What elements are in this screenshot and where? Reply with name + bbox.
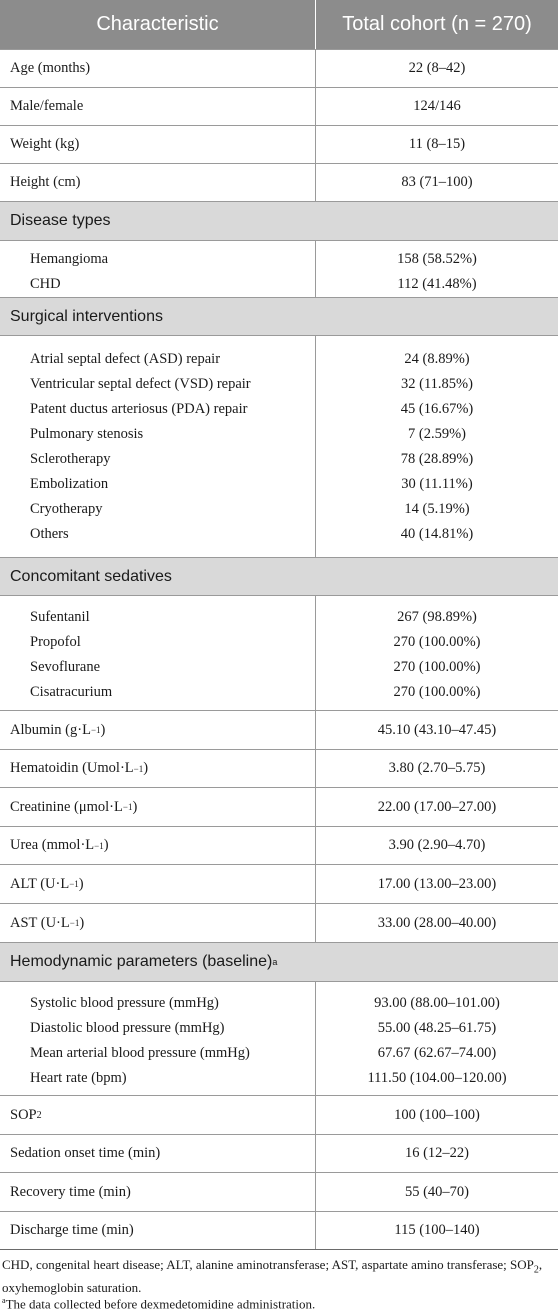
row-label: Weight (kg): [10, 136, 80, 152]
list-item: [0, 605, 558, 630]
list-item: [0, 522, 558, 547]
list-item: [0, 655, 558, 680]
row-value: 24 (8.89%): [404, 351, 470, 367]
table-row: [0, 88, 558, 126]
row-label: Ventricular septal defect (VSD) repair: [30, 376, 251, 392]
table-header: [0, 0, 558, 50]
row-value: 270 (100.00%): [393, 684, 481, 700]
table-footnote-abbreviations: CHD, congenital heart disease; ALT, alanine aminotransferase; AST, aspartate amino transferase; $SOP_2$, oxyhemoglobin saturation.: [2, 1257, 543, 1295]
table-row: [0, 904, 558, 943]
row-value: 78 (28.89%): [400, 451, 474, 467]
row-value: 32 (11.85%): [401, 376, 473, 392]
list-item: [0, 991, 558, 1016]
row-value: 16 (12–22): [404, 1145, 470, 1161]
row-label: Sevoflurane: [30, 659, 101, 675]
row-value: 270 (100.00%): [393, 659, 481, 675]
section-title: Hemodynamic parameters (baseline) a: [10, 953, 278, 970]
group-concomitant-sedatives: [0, 596, 558, 711]
list-item: [0, 1041, 558, 1066]
row-label: SOP 2: [10, 1106, 42, 1123]
list-item: [0, 422, 558, 447]
row-value: 3.90 (2.90–4.70): [388, 837, 486, 853]
table-row: [0, 788, 558, 827]
table-row: [0, 711, 558, 750]
row-label: Heart rate (bpm): [30, 1070, 127, 1086]
table-row: [0, 126, 558, 164]
row-label: Embolization: [30, 476, 109, 492]
table-row: [0, 1212, 558, 1250]
row-value: 93.00 (88.00–101.00): [374, 995, 500, 1011]
list-item: [0, 472, 558, 497]
row-label: Pulmonary stenosis: [30, 426, 144, 442]
row-value: 124/146: [413, 98, 461, 114]
list-item: [0, 372, 558, 397]
row-value: 112 (41.48%): [397, 276, 477, 292]
row-value: 7 (2.59%): [408, 426, 466, 442]
table-row: [0, 827, 558, 865]
list-item: [0, 1066, 558, 1091]
row-value: 22.00 (17.00–27.00): [377, 798, 497, 815]
row-value: 111.50 (104.00–120.00): [367, 1070, 507, 1086]
row-label: Sedation onset time (min): [10, 1145, 161, 1161]
section-title: Concomitant sedatives: [10, 567, 172, 585]
row-label: Patent ductus arteriosus (PDA) repair: [30, 401, 248, 417]
table-row: [0, 750, 558, 788]
section-header-hemodynamic-parameters: [0, 943, 558, 982]
table-footnote-a: $^a$The data collected before dexmedetomidine administration.: [2, 1296, 316, 1312]
table-row: [0, 164, 558, 202]
row-label: Urea (mmol·L −1 ): [10, 837, 109, 853]
table-row: [0, 50, 558, 88]
row-label: Albumin (g·L −1 ): [10, 721, 106, 738]
row-value: 267 (98.89%): [397, 609, 477, 625]
row-value: 83 (71–100): [401, 174, 473, 190]
table-row: [0, 865, 558, 904]
row-label: Sufentanil: [30, 609, 90, 625]
table-row: [0, 1135, 558, 1173]
row-label: Male/female: [10, 98, 84, 114]
row-value: 30 (11.11%): [401, 476, 473, 492]
list-item: [0, 247, 558, 272]
list-item: [0, 272, 558, 297]
list-item: [0, 497, 558, 522]
row-label: Age (months): [10, 60, 91, 76]
row-value: 14 (5.19%): [404, 501, 470, 517]
row-value: 115 (100–140): [394, 1222, 480, 1238]
row-label: Others: [30, 526, 69, 542]
list-item: [0, 447, 558, 472]
row-value: 45.10 (43.10–47.45): [377, 721, 497, 738]
list-item: [0, 347, 558, 372]
section-title: Surgical interventions: [10, 307, 163, 325]
row-label: Recovery time (min): [10, 1183, 131, 1200]
row-value: 17.00 (13.00–23.00): [377, 875, 497, 892]
row-value: 45 (16.67%): [400, 401, 474, 417]
row-label: Creatinine (μmol·L −1 ): [10, 798, 138, 815]
row-value: 158 (58.52%): [397, 251, 477, 267]
row-label: Cryotherapy: [30, 501, 103, 517]
row-label: CHD: [30, 276, 61, 292]
row-value: 67.67 (62.67–74.00): [377, 1045, 497, 1061]
row-value: 55.00 (48.25–61.75): [377, 1020, 497, 1036]
section-title: Disease types: [10, 212, 111, 229]
row-value: 3.80 (2.70–5.75): [388, 760, 486, 776]
section-header-concomitant-sedatives: [0, 558, 558, 596]
row-value: 22 (8–42): [408, 60, 466, 76]
row-value: 270 (100.00%): [393, 634, 481, 650]
group-surgical-interventions: [0, 336, 558, 558]
row-label: AST (U·L −1 ): [10, 914, 85, 931]
section-header-disease-types: [0, 202, 558, 241]
header-total-cohort: Total cohort (n = 270): [342, 13, 532, 35]
section-header-surgical-interventions: [0, 298, 558, 336]
row-label: ALT (U·L −1 ): [10, 875, 84, 892]
list-item: [0, 680, 558, 705]
group-disease-types: [0, 241, 558, 298]
row-value: 33.00 (28.00–40.00): [377, 914, 497, 931]
header-characteristic: Characteristic: [0, 0, 316, 49]
group-hemodynamic-parameters: [0, 982, 558, 1096]
row-label: Diastolic blood pressure (mmHg): [30, 1020, 225, 1036]
list-item: [0, 630, 558, 655]
list-item: [0, 397, 558, 422]
row-label: Hematoidin (Umol·L −1 ): [10, 760, 149, 776]
row-label: Hemangioma: [30, 251, 109, 267]
row-value: 100 (100–100): [394, 1106, 480, 1123]
row-label: Sclerotherapy: [30, 451, 111, 467]
row-value: 11 (8–15): [408, 136, 466, 152]
table-row: [0, 1173, 558, 1212]
row-label: Systolic blood pressure (mmHg): [30, 995, 219, 1011]
row-label: Mean arterial blood pressure (mmHg): [30, 1045, 250, 1061]
list-item: [0, 1016, 558, 1041]
table-row: [0, 1096, 558, 1135]
row-label: Propofol: [30, 634, 81, 650]
row-label: Discharge time (min): [10, 1222, 134, 1238]
row-value: 55 (40–70): [404, 1183, 470, 1200]
row-label: Atrial septal defect (ASD) repair: [30, 351, 221, 367]
row-value: 40 (14.81%): [400, 526, 474, 542]
row-label: Cisatracurium: [30, 684, 113, 700]
row-label: Height (cm): [10, 174, 81, 190]
